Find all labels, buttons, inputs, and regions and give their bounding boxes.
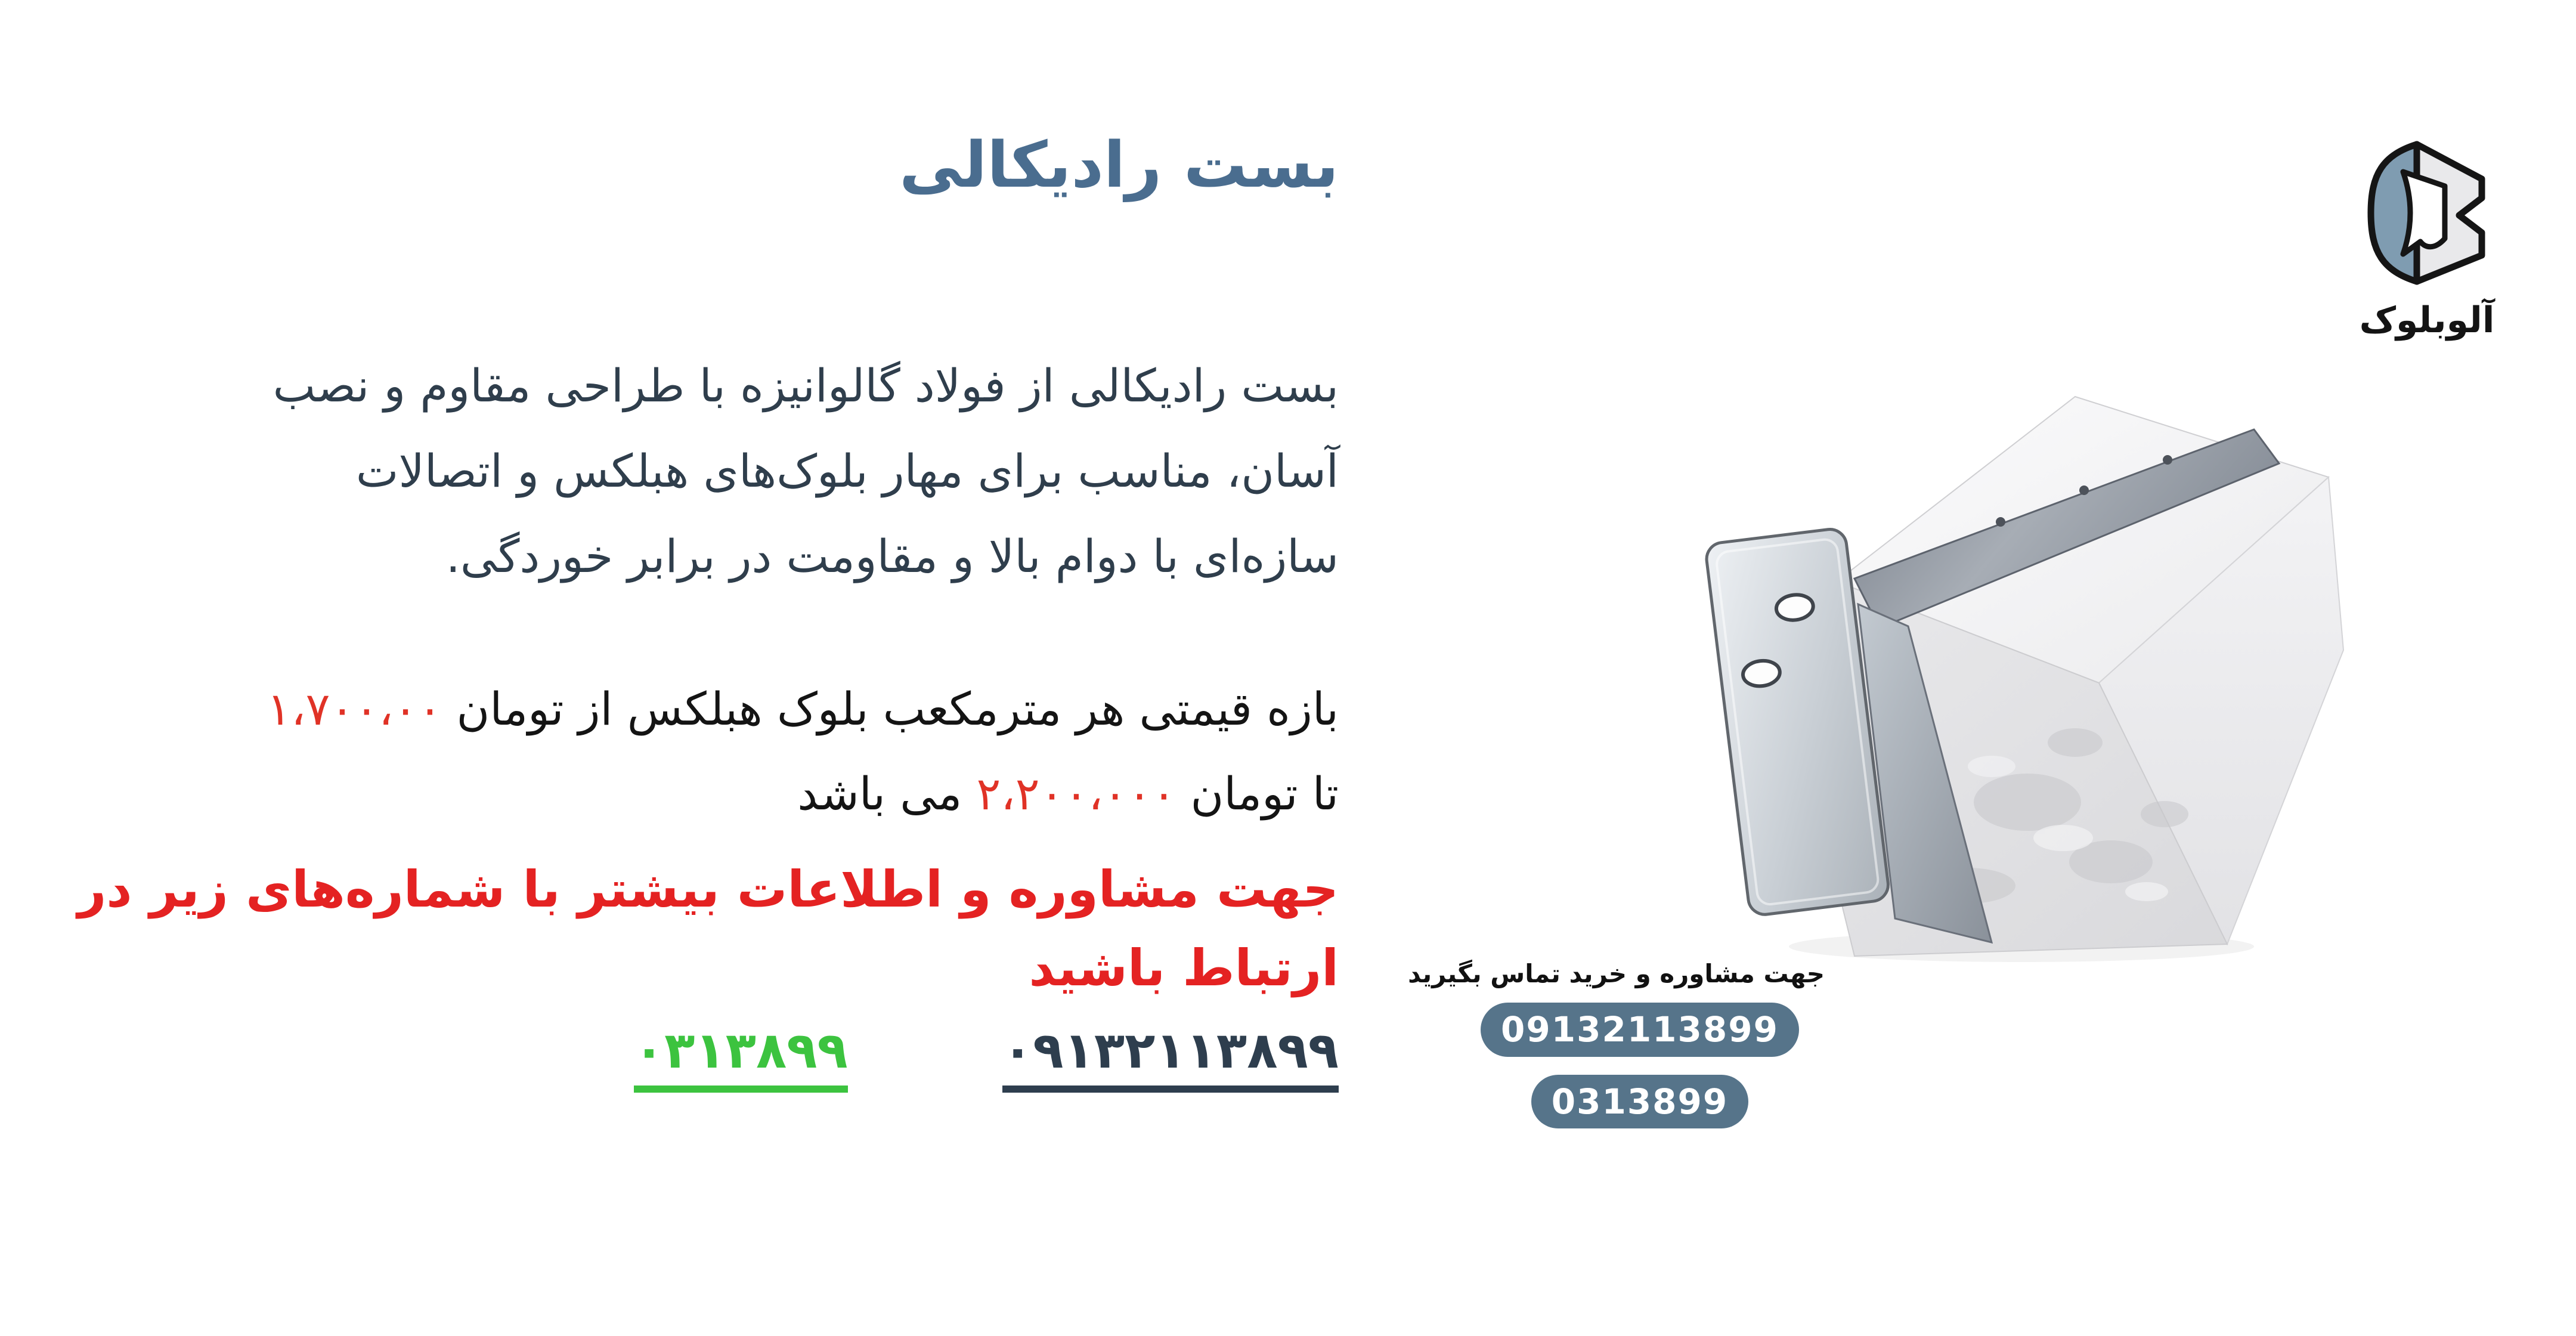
phone-numbers-row (634, 1021, 1339, 1093)
landline-phone-link[interactable]: ۰۳۱۳۸۹۹ (634, 1022, 848, 1093)
min-price-value: ۱،۷۰۰،۰۰ (267, 682, 442, 735)
description-line-2: آسان، مناسب برای مهار بلوک‌های هبلکس و اتصالات (355, 444, 1339, 497)
contact-heading-line-1: جهت مشاوره و اطلاعات بیشتر با شماره‌های زیر در (77, 860, 1339, 918)
price-line-2-prefix: تا تومان (1190, 767, 1339, 820)
price-range (267, 667, 1339, 836)
mobile-number-badge[interactable]: 09132113899 (1481, 1003, 1799, 1057)
description-line-1: بست رادیکالی از فولاد گالوانیزه با طراحی مقاوم و نصب (273, 359, 1339, 412)
brand-logo (2343, 131, 2510, 341)
contact-card (1408, 959, 1825, 1128)
product-description (273, 343, 1339, 599)
contact-heading-line-2: ارتباط باشید (1029, 939, 1339, 997)
brand-wordmark: آلوبلوک (2359, 299, 2495, 341)
price-line-2-suffix: می باشد (797, 767, 962, 820)
price-line-1-text: بازه قیمتی هر مترمکعب بلوک هبلکس از تومان (456, 682, 1339, 735)
landline-number-badge[interactable]: 0313899 (1531, 1075, 1749, 1129)
badge-row (1455, 1003, 1825, 1057)
mobile-phone-link[interactable]: ۰۹۱۳۲۱۱۳۸۹۹ (1002, 1022, 1339, 1093)
max-price-value: ۲،۲۰۰،۰۰۰ (976, 767, 1176, 820)
contact-heading (78, 850, 1339, 1007)
product-photo-block-with-bracket (1658, 325, 2355, 963)
text-column (77, 0, 1339, 1336)
description-line-3: سازه‌ای با دوام بالا و مقاومت در برابر خوردگی. (445, 530, 1339, 583)
page-title: بست رادیکالی (899, 128, 1339, 202)
aloblock-logo-icon (2355, 131, 2498, 291)
contact-card-caption: جهت مشاوره و خرید تماس بگیرید (1408, 959, 1825, 988)
badge-row (1455, 1075, 1825, 1129)
